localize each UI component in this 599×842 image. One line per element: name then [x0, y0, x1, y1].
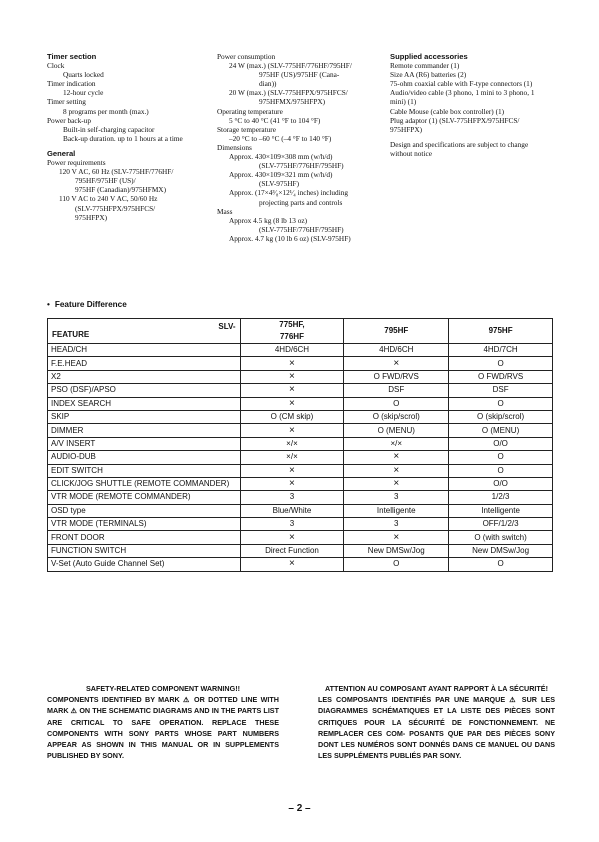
spec-line: (SLV-775HF/776HF/795HF) — [259, 161, 344, 171]
spec-line: Timer indication — [47, 79, 96, 89]
table-row — [48, 344, 553, 357]
spec-line: Storage temperature — [217, 124, 276, 134]
spec-line: Approx. 430×109×308 mm (w/h/d) — [229, 152, 333, 162]
feature-name-cell: FUNCTION SWITCH — [48, 544, 241, 557]
feature-value-cell: O — [449, 397, 553, 410]
spec-line: Plug adaptor (1) (SLV-775HFPX/975HFCS/ — [390, 115, 520, 125]
table-row — [48, 558, 553, 571]
column-header-775hf: 775HF, 776HF — [240, 319, 344, 344]
feature-value-cell: 4HD/7CH — [449, 344, 553, 357]
feature-name-cell: VTR MODE (REMOTE COMMANDER) — [48, 491, 241, 504]
spec-line: Approx. 4.7 kg (10 lb 6 oz) (SLV-975HF) — [229, 233, 351, 243]
feature-value-cell: O (CM skip) — [240, 410, 344, 423]
spec-line: Mass — [217, 206, 233, 216]
feature-value-cell: O — [344, 558, 449, 571]
warning-body-fr: LES COMPOSANTS IDENTIFIÉS PAR UNE MARQUE ⚠ SUR LES DIAGRAMMES SCHÉMATIQUES ET LA LISTE DES PIÈCES SONT CRITIQUES POUR LA SÉCURITÉ DE FONCTIONNEMENT. NE REMPLACER CES COM- POSANTS QUE PAR DES PIÈCES SONY DONT LES NUMÉROS SONT DONNÉS DANS CE MANUEL OU DANS LES SUPPLÉMENTS PUBLIÉS PAR SONY. — [318, 695, 555, 761]
feature-value-cell: × — [240, 370, 344, 383]
feature-value-cell: O — [449, 558, 553, 571]
page-number: – 2 – — [288, 803, 311, 814]
feature-name-cell: F.E.HEAD — [48, 357, 241, 370]
spec-line: 8 programs per month (max.) — [63, 106, 149, 116]
spec-column-timer-general — [47, 52, 212, 222]
spec-line: 795HF/975HF (US)/ — [75, 176, 136, 186]
spec-line: Power consumption — [217, 52, 276, 61]
feature-name-cell: SKIP — [48, 410, 241, 423]
feature-value-cell: × — [240, 464, 344, 477]
feature-value-cell: × — [344, 357, 449, 370]
table-row — [48, 504, 553, 517]
feature-name-cell: V-Set (Auto Guide Channel Set) — [48, 558, 241, 571]
feature-value-cell: New DMSw/Jog — [344, 544, 449, 557]
table-row — [48, 437, 553, 450]
spec-line: dian)) — [259, 79, 277, 89]
feature-value-cell: OFF/1/2/3 — [449, 518, 553, 531]
table-row — [48, 384, 553, 397]
spec-line: Size AA (R6) batteries (2) — [390, 70, 467, 80]
spec-line: Power requirements — [47, 158, 106, 168]
spec-line: (SLV-975HF) — [259, 179, 300, 189]
feature-value-cell: Intelligente — [344, 504, 449, 517]
feature-name-cell: DIMMER — [48, 424, 241, 437]
feature-name-cell: CLICK/JOG SHUTTLE (REMOTE COMMANDER) — [48, 477, 241, 490]
feature-header-cell — [48, 319, 241, 344]
feature-value-cell: O — [449, 451, 553, 464]
spec-line: 110 V AC to 240 V AC, 50/60 Hz — [59, 194, 158, 204]
spec-line: 5 °C to 40 °C (41 °F to 104 °F) — [229, 115, 321, 125]
table-header-row — [48, 319, 553, 344]
feature-value-cell: 4HD/6CH — [240, 344, 344, 357]
feature-name-cell: EDIT SWITCH — [48, 464, 241, 477]
table-row — [48, 357, 553, 370]
feature-value-cell: × — [240, 424, 344, 437]
spec-line: –20 °C to –60 °C (–4 °F to 140 °F) — [229, 133, 332, 143]
column-header-975hf: 975HF — [449, 319, 553, 344]
table-row — [48, 518, 553, 531]
safety-warning-english — [47, 683, 279, 761]
table-row — [48, 544, 553, 557]
feature-value-cell: 3 — [344, 518, 449, 531]
table-row — [48, 491, 553, 504]
feature-value-cell: O (with switch) — [449, 531, 553, 544]
spec-line: Audio/video cable (3 phono, 1 mini to 3 phono, 1 — [390, 88, 535, 98]
feature-value-cell: O (MENU) — [449, 424, 553, 437]
spec-line: Remote commander (1) — [390, 61, 460, 71]
spec-column-accessories — [390, 52, 565, 158]
feature-value-cell: O — [344, 397, 449, 410]
feature-value-cell: × — [344, 464, 449, 477]
table-row — [48, 424, 553, 437]
feature-value-cell: Direct Function — [240, 544, 344, 557]
feature-name-cell: OSD type — [48, 504, 241, 517]
spec-line: Approx 4.5 kg (8 lb 13 oz) — [229, 215, 308, 225]
spec-line: 75-ohm coaxial cable with F-type connectors (1) — [390, 79, 533, 89]
feature-value-cell: 3 — [344, 491, 449, 504]
spec-line: Clock — [47, 61, 65, 71]
feature-value-cell: × — [344, 451, 449, 464]
table-row — [48, 370, 553, 383]
feature-value-cell: O/O — [449, 477, 553, 490]
spec-line: 12-hour cycle — [63, 88, 104, 98]
spec-line: Built-in self-charging capacitor — [63, 124, 155, 134]
feature-value-cell: Blue/White — [240, 504, 344, 517]
spec-line: Approx. 430×109×321 mm (w/h/d) — [229, 170, 333, 180]
table-row — [48, 410, 553, 423]
spec-section-heading: Supplied accessories — [390, 52, 468, 61]
feature-value-cell: Intelligente — [449, 504, 553, 517]
warning-body: COMPONENTS IDENTIFIED BY MARK ⚠ OR DOTTED LINE WITH MARK ⚠ ON THE SCHEMATIC DIAGRAMS AND IN THE PARTS LIST ARE CRITICAL TO SAFE OPERATION. REPLACE THESE COMPONENTS WITH SONY PARTS WHOSE PART NUMBERS APPEAR AS SHOWN IN THIS MANUAL OR IN SUPPLEMENTS PUBLISHED BY SONY. — [47, 695, 279, 761]
bullet-icon: • — [47, 300, 50, 309]
feature-value-cell: DSF — [449, 384, 553, 397]
spec-line: Back-up duration. up to 1 hours at a time — [63, 133, 183, 143]
feature-value-cell: New DMSw/Jog — [449, 544, 553, 557]
table-row — [48, 464, 553, 477]
feature-name-cell: FRONT DOOR — [48, 531, 241, 544]
spec-line: (SLV-775HF/776HF/795HF) — [259, 224, 344, 234]
spec-line: 975HFPX) — [75, 212, 108, 222]
spec-line: 975HFPX) — [390, 124, 423, 134]
slv-label: SLV- — [218, 322, 236, 331]
spec-section-heading: Timer section — [47, 52, 97, 61]
feature-value-cell: O FWD/RVS — [344, 370, 449, 383]
column-header-795hf: 795HF — [344, 319, 449, 344]
feature-value-cell: ×/× — [240, 437, 344, 450]
spec-line: 24 W (max.) (SLV-775HF/776HF/795HF/ — [229, 61, 352, 71]
feature-value-cell: × — [344, 477, 449, 490]
feature-value-cell: × — [240, 477, 344, 490]
feature-value-cell: 4HD/6CH — [344, 344, 449, 357]
feature-value-cell: ×/× — [240, 451, 344, 464]
feature-value-cell: O (MENU) — [344, 424, 449, 437]
feature-value-cell: O FWD/RVS — [449, 370, 553, 383]
feature-name-cell: AUDIO-DUB — [48, 451, 241, 464]
feature-value-cell: 3 — [240, 491, 344, 504]
spec-line: without notice — [390, 148, 432, 158]
spec-line: Dimensions — [217, 142, 252, 152]
feature-value-cell: × — [240, 397, 344, 410]
feature-value-cell: O/O — [449, 437, 553, 450]
spec-column-power-dimensions — [217, 52, 387, 243]
feature-value-cell: ×/× — [344, 437, 449, 450]
feature-name-cell: HEAD/CH — [48, 344, 241, 357]
feature-label: FEATURE — [52, 330, 90, 339]
feature-value-cell: × — [240, 357, 344, 370]
feature-name-cell: PSO (DSF)/APSO — [48, 384, 241, 397]
spec-section-heading: General — [47, 148, 76, 158]
feature-value-cell: 3 — [240, 518, 344, 531]
feature-value-cell: O — [449, 357, 553, 370]
feature-value-cell: O (skip/scrol) — [449, 410, 553, 423]
feature-difference-heading: • Feature Difference — [47, 300, 127, 309]
spec-line: mini) (1) — [390, 97, 417, 107]
spec-line: 975HFMX/975HFPX) — [259, 97, 326, 107]
spec-line: 20 W (max.) (SLV-775HFPX/975HFCS/ — [229, 88, 348, 98]
feature-difference-table — [47, 318, 553, 572]
feature-value-cell: 1/2/3 — [449, 491, 553, 504]
feature-value-cell: × — [344, 531, 449, 544]
warning-title-fr: ATTENTION AU COMPOSANT AYANT RAPPORT À LA SÉCURITÉ! — [325, 684, 548, 693]
spec-line: Timer setting — [47, 97, 86, 107]
spec-line: Approx. (17×4³⁄₈×12¹⁄₄ inches) including — [229, 188, 349, 198]
feature-name-cell: VTR MODE (TERMINALS) — [48, 518, 241, 531]
feature-value-cell: O — [449, 464, 553, 477]
spec-line: Power back-up — [47, 115, 91, 125]
spec-line: Operating temperature — [217, 106, 283, 116]
spec-line: 120 V AC, 60 Hz (SLV-775HF/776HF/ — [59, 167, 174, 177]
table-row — [48, 397, 553, 410]
safety-warning-french — [318, 683, 555, 761]
feature-value-cell: × — [240, 558, 344, 571]
spec-line: 975HF (US)/975HF (Cana- — [259, 70, 340, 80]
table-row — [48, 477, 553, 490]
feature-value-cell: DSF — [344, 384, 449, 397]
feature-value-cell: × — [240, 531, 344, 544]
feature-name-cell: X2 — [48, 370, 241, 383]
warning-title: SAFETY-RELATED COMPONENT WARNING!! — [86, 684, 240, 693]
spec-line: Quarts locked — [63, 70, 104, 80]
spec-line: (SLV-775HFPX/975HFCS/ — [75, 203, 156, 213]
spec-line: Design and specifications are subject to change — [390, 139, 529, 149]
spec-line: Cable Mouse (cable box controller) (1) — [390, 106, 505, 116]
feature-value-cell: × — [240, 384, 344, 397]
table-row — [48, 531, 553, 544]
feature-value-cell: O (skip/scrol) — [344, 410, 449, 423]
spec-line: 975HF (Canadian)/975HFMX) — [75, 185, 167, 195]
feature-name-cell: INDEX SEARCH — [48, 397, 241, 410]
feature-name-cell: A/V INSERT — [48, 437, 241, 450]
table-row — [48, 451, 553, 464]
spec-line: projecting parts and controls — [259, 197, 343, 207]
